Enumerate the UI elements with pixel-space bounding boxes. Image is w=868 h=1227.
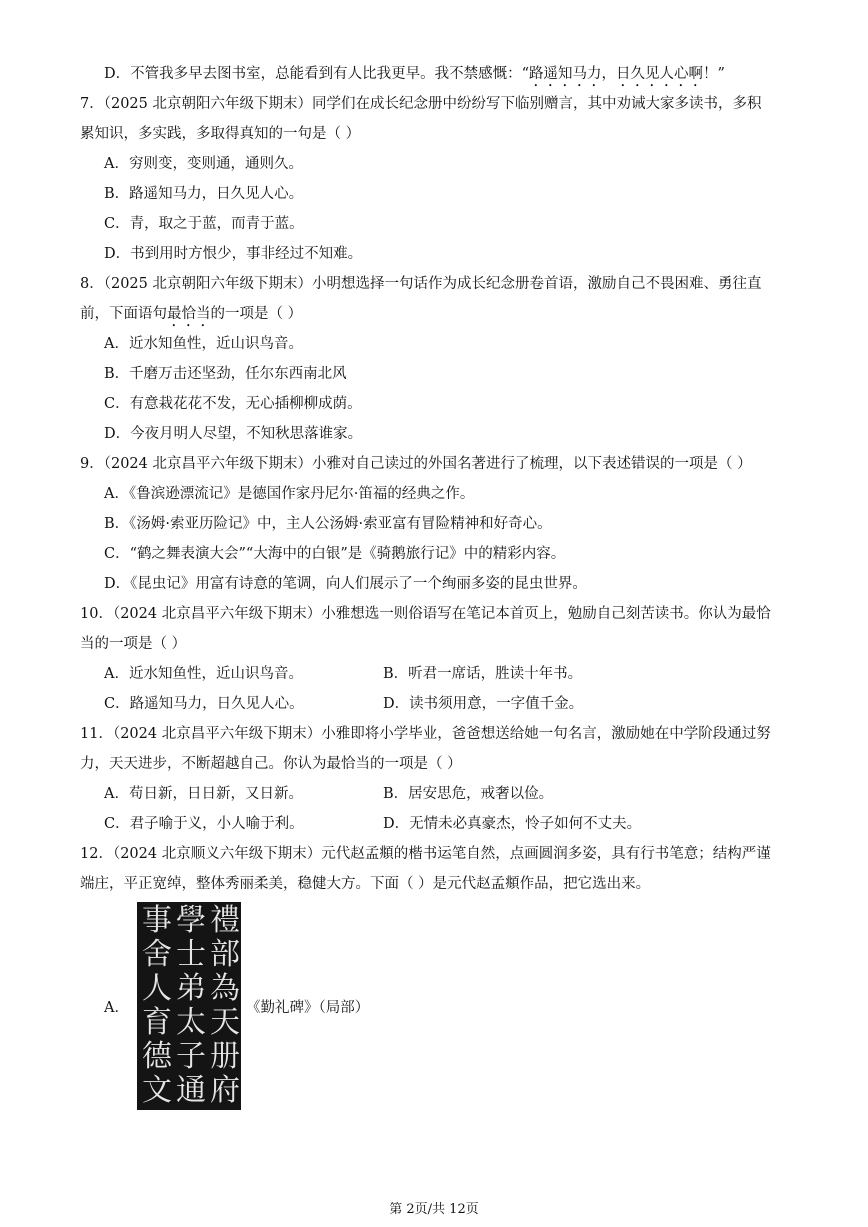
q8-option-a: A．近水知鱼性，近山识鸟音。: [104, 336, 303, 352]
q8-stem-line-1: 8．（2025 北京朝阳六年级下期末）小明想选择一句话作为成长纪念册卷首语，激励自己不畏困难、勇往直: [80, 276, 762, 292]
q9-option-a: A．《鲁滨逊漂流记》是德国作家丹尼尔·笛福的经典之作。: [104, 486, 475, 502]
stele-char: 舍: [142, 937, 172, 972]
stele-char: 册: [210, 1039, 240, 1074]
q10-stem-line-2: 当的一项是（ ）: [80, 636, 187, 652]
q9-option-c: C．“鹤之舞表演大会”“大海中的白银”是《骑鹅旅行记》中的精彩内容。: [104, 546, 566, 562]
q11-option-c: C．君子喻于义，小人喻于利。: [104, 816, 304, 832]
q11-stem-line-2: 力，天天进步，不断超越自己。你认为最恰当的一项是（ ）: [80, 756, 462, 772]
stele-char: 文: [142, 1073, 172, 1108]
q7-option-d: D．书到用时方恨少，事非经过不知难。: [104, 246, 363, 262]
stele-char: 子: [176, 1039, 206, 1074]
q10-option-d: D．读书须用意，一字值千金。: [383, 696, 584, 712]
q7-option-c: C．青，取之于蓝，而青于蓝。: [104, 216, 304, 232]
q11-option-d: D．无情未必真豪杰，怜子如何不丈夫。: [383, 816, 642, 832]
q8-option-d: D．今夜月明人尽望，不知秋思落谁家。: [104, 426, 363, 442]
stele-calligraphy: [137, 902, 241, 1110]
q12-stem-line-2: 端庄，平正宽绰，整体秀丽柔美，稳健大方。下面（ ）是元代赵孟頫作品，把它选出来。: [80, 876, 651, 892]
q8-option-b: B．千磨万击还坚劲，任尔东西南北风: [104, 366, 347, 382]
q11-stem-line-1: 11．（2024 北京昌平六年级下期末）小雅即将小学毕业，爸爸想送给她一句名言，激励她在中学阶段通过努: [80, 726, 771, 742]
stele-char: 弟: [176, 971, 206, 1006]
q9-stem-line-1: 9．（2024 北京昌平六年级下期末）小雅对自己读过的外国名著进行了梳理，以下表述错误的一项是（ ）: [80, 456, 752, 472]
q9-option-b: B．《汤姆·索亚历险记》中，主人公汤姆·索亚富有冒险精神和好奇心。: [104, 516, 552, 532]
q10-option-a: A．近水知鱼性，近山识鸟音。: [104, 666, 303, 682]
stele-char: 天: [210, 1005, 240, 1040]
q12-stem-line-1: 12．（2024 北京顺义六年级下期末）元代赵孟頫的楷书运笔自然，点画圆润多姿，具有行书笔意；结构严谨: [80, 846, 771, 862]
q9-option-d: D．《昆虫记》用富有诗意的笔调，向人们展示了一个绚丽多姿的昆虫世界。: [104, 576, 587, 592]
emphasis-best: 最恰当: [167, 306, 211, 322]
q12-option-a-caption: 《勤礼碑》（局部）: [246, 1000, 370, 1016]
stele-char: 人: [142, 971, 172, 1006]
q10-option-c: C．路遥知马力，日久见人心。: [104, 696, 304, 712]
q8-option-c: C．有意栽花花不发，无心插柳柳成荫。: [104, 396, 362, 412]
q7-option-a: A．穷则变，变则通，通则久。: [104, 156, 303, 172]
stele-char: 府: [210, 1073, 240, 1108]
stele-char: 通: [176, 1073, 206, 1108]
stele-char: 德: [142, 1039, 172, 1074]
stele-char: 禮: [210, 903, 240, 938]
q10-option-b: B．听君一席话，胜读十年书。: [383, 666, 583, 682]
page-footer: 第 2页/共 12页: [389, 1202, 479, 1217]
stele-char: 事: [142, 903, 172, 938]
q7-stem-line-2: 累知识，多实践，多取得真知的一句是（ ）: [80, 126, 361, 142]
q11-option-a: A．苟日新，日日新，又日新。: [104, 786, 303, 802]
stele-rubbing-image: [137, 902, 241, 1110]
stele-char: 部: [210, 937, 240, 972]
stele-char: 學: [176, 903, 206, 938]
q6-option-d: D．不管我多早去图书室，总能看到有人比我更早。我不禁感慨：“路遥知马力，日久见人心啊！”: [104, 66, 725, 82]
q12-option-a-label: A．: [104, 1000, 129, 1016]
stele-char: 太: [176, 1005, 206, 1040]
q7-stem-line-1: 7．（2025 北京朝阳六年级下期末）同学们在成长纪念册中纷纷写下临别赠言，其中劝诫大家多读书，多积: [80, 96, 762, 112]
q7-option-b: B．路遥知马力，日久见人心。: [104, 186, 304, 202]
q8-stem-line-2: 前，下面语句最恰当的一项是（ ）: [80, 306, 303, 322]
stele-char: 士: [176, 937, 206, 972]
stele-char: 為: [210, 971, 240, 1006]
q11-option-b: B．居安思危，戒奢以俭。: [383, 786, 554, 802]
q10-stem-line-1: 10．（2024 北京昌平六年级下期末）小雅想选一则俗语写在笔记本首页上，勉励自己刻苦读书。你认为最恰: [80, 606, 771, 622]
stele-char: 育: [142, 1005, 172, 1040]
